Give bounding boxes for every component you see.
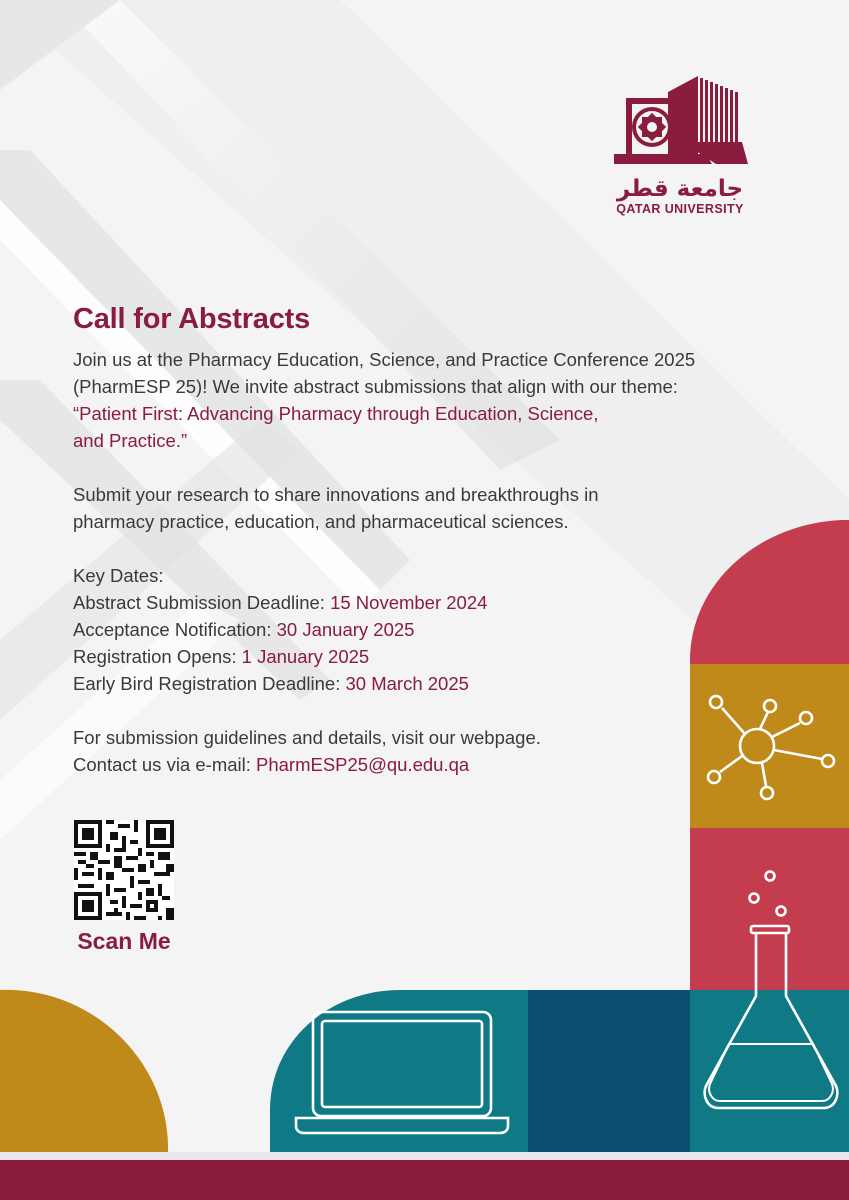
guidelines-line: For submission guidelines and details, visit our webpage. [73,727,541,748]
key-date-item [73,643,733,670]
key-date-item [73,589,733,616]
contact-label: Contact us via e-mail: [73,754,257,775]
key-date-value: 30 March 2025 [345,673,469,694]
page-title: Call for Abstracts [73,303,311,335]
intro-line-1: Join us at the Pharmacy Education, Science, and Practice Conference 2025 [73,349,696,370]
key-dates-heading: Key Dates: [73,565,164,586]
contact-email-link[interactable]: PharmESP25@qu.edu.qa [256,754,470,775]
theme-line-1: “Patient First: Advancing Pharmacy through Education, Science, [73,403,599,424]
bottom-band [0,1160,849,1200]
logo-english-name: QATAR UNIVERSITY [616,202,744,216]
key-date-label: Abstract Submission Deadline: [73,592,331,613]
main-content [73,300,733,778]
scan-me-label: Scan Me [77,928,171,954]
key-date-value: 30 January 2025 [276,619,415,640]
key-date-value: 1 January 2025 [241,646,370,667]
key-date-item [73,670,733,697]
navy-block [528,990,690,1152]
submit-line-1: Submit your research to share innovations and breakthroughs in [73,484,599,505]
key-date-value: 15 November 2024 [330,592,488,613]
qr-code[interactable] [74,820,174,920]
contact-line [73,751,733,778]
intro-line-2: (PharmESP 25)! We invite abstract submissions that align with our theme: [73,376,678,397]
red-block [690,828,849,990]
submit-line-2: pharmacy practice, education, and pharmaceutical sciences. [73,511,569,532]
theme-line-2: and Practice.” [73,430,188,451]
key-date-label: Registration Opens: [73,646,242,667]
gold-arc-shape [0,990,168,1152]
key-date-label: Acceptance Notification: [73,619,277,640]
key-date-label: Early Bird Registration Deadline: [73,673,346,694]
logo-arabic-name: جامعة قطر [616,176,744,202]
key-date-item [73,616,733,643]
